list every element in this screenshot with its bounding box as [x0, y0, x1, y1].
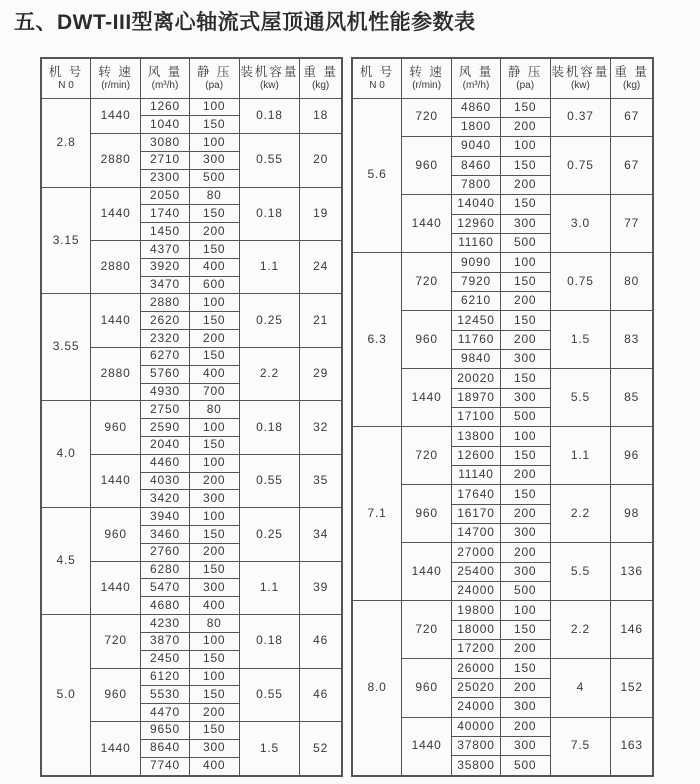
cell-airflow: 1260	[141, 98, 190, 116]
cell-airflow: 9040	[452, 137, 501, 156]
table-row	[352, 601, 653, 620]
cell-speed: 960	[402, 659, 452, 717]
performance-table-right	[351, 57, 654, 777]
cell-capacity: 0.55	[239, 454, 300, 507]
cell-airflow: 27000	[452, 543, 501, 562]
cell-pressure: 600	[189, 276, 239, 294]
cell-pressure: 500	[500, 408, 550, 427]
cell-pressure: 100	[189, 134, 239, 152]
table-row	[41, 294, 342, 312]
cell-speed: 960	[402, 137, 452, 195]
col-header-unit: (kw)	[570, 80, 590, 92]
cell-model-no: 2.8	[41, 98, 91, 187]
cell-model-no: 5.6	[352, 98, 402, 253]
cell-airflow: 3940	[141, 508, 190, 526]
cell-pressure: 80	[189, 615, 239, 633]
cell-pressure: 700	[189, 383, 239, 401]
cell-airflow: 24000	[452, 698, 501, 717]
table-row	[41, 615, 342, 633]
cell-airflow: 7920	[452, 272, 501, 291]
cell-airflow: 11760	[452, 330, 501, 349]
cell-airflow: 1450	[141, 223, 190, 241]
cell-pressure: 200	[189, 223, 239, 241]
cell-capacity: 5.5	[550, 369, 611, 427]
cell-capacity: 4	[550, 659, 611, 717]
col-header-unit: (pa)	[205, 80, 224, 92]
cell-weight: 21	[300, 294, 342, 347]
cell-pressure: 200	[500, 117, 550, 136]
cell-airflow: 26000	[452, 659, 501, 678]
cell-weight: 98	[611, 485, 653, 543]
cell-pressure: 100	[189, 294, 239, 312]
cell-airflow: 5530	[141, 686, 190, 704]
col-header-airflow	[452, 58, 501, 98]
cell-pressure: 100	[189, 508, 239, 526]
table-row	[41, 187, 342, 205]
cell-weight: 35	[300, 454, 342, 507]
cell-pressure: 100	[189, 454, 239, 472]
cell-airflow: 25400	[452, 562, 501, 581]
cell-speed: 960	[91, 401, 141, 454]
cell-airflow: 2590	[141, 419, 190, 437]
cell-airflow: 2300	[141, 169, 190, 187]
col-header-label: 装机容量	[551, 64, 610, 79]
cell-pressure: 200	[189, 330, 239, 348]
cell-airflow: 9840	[452, 349, 501, 368]
cell-airflow: 18000	[452, 620, 501, 639]
cell-capacity: 5.5	[550, 543, 611, 601]
cell-airflow: 14040	[452, 195, 501, 214]
cell-pressure: 300	[189, 739, 239, 757]
cell-speed: 1440	[91, 721, 141, 776]
cell-weight: 152	[611, 659, 653, 717]
cell-pressure: 150	[189, 561, 239, 579]
col-header-weight	[611, 58, 653, 98]
col-header-label: 机 号	[359, 64, 395, 79]
cell-speed: 960	[91, 668, 141, 721]
cell-airflow: 4680	[141, 597, 190, 615]
cell-weight: 136	[611, 543, 653, 601]
cell-pressure: 80	[189, 187, 239, 205]
cell-speed: 720	[402, 98, 452, 137]
cell-pressure: 150	[189, 312, 239, 330]
table-row	[41, 401, 342, 419]
cell-weight: 18	[300, 98, 342, 134]
cell-model-no: 4.0	[41, 401, 91, 508]
cell-pressure: 150	[500, 446, 550, 465]
table-row	[352, 253, 653, 272]
table-row	[352, 427, 653, 446]
cell-pressure: 500	[500, 582, 550, 601]
cell-pressure: 150	[189, 116, 239, 134]
col-header-weight	[300, 58, 342, 98]
cell-weight: 24	[300, 241, 342, 294]
cell-airflow: 7800	[452, 175, 501, 194]
cell-pressure: 300	[500, 736, 550, 755]
col-header-unit: N 0	[369, 80, 385, 92]
cell-capacity: 2.2	[550, 485, 611, 543]
col-header-unit: (kw)	[259, 80, 279, 92]
cell-weight: 46	[300, 668, 342, 721]
cell-speed: 1440	[402, 195, 452, 253]
cell-airflow: 2320	[141, 330, 190, 348]
cell-airflow: 3080	[141, 134, 190, 152]
cell-airflow: 7740	[141, 757, 190, 776]
cell-airflow: 17640	[452, 485, 501, 504]
cell-capacity: 1.5	[239, 721, 300, 776]
cell-pressure: 150	[500, 485, 550, 504]
col-header-label: 静 压	[507, 64, 543, 79]
cell-pressure: 100	[189, 419, 239, 437]
cell-speed: 960	[402, 311, 452, 369]
cell-model-no: 3.55	[41, 294, 91, 401]
cell-pressure: 200	[500, 640, 550, 659]
cell-airflow: 2040	[141, 436, 190, 454]
cell-weight: 85	[611, 369, 653, 427]
cell-model-no: 7.1	[352, 427, 402, 601]
cell-airflow: 4230	[141, 615, 190, 633]
col-header-unit: (m³/h)	[462, 80, 490, 92]
cell-pressure: 200	[189, 543, 239, 561]
cell-weight: 163	[611, 717, 653, 776]
cell-model-no: 6.3	[352, 253, 402, 427]
col-header-no	[41, 58, 91, 98]
cell-pressure: 200	[500, 175, 550, 194]
cell-capacity: 7.5	[550, 717, 611, 776]
col-header-pressure	[500, 58, 550, 98]
cell-capacity: 1.1	[239, 241, 300, 294]
cell-model-no: 8.0	[352, 601, 402, 776]
cell-airflow: 5760	[141, 365, 190, 383]
cell-speed: 720	[402, 253, 452, 311]
col-header-unit: N 0	[58, 80, 74, 92]
cell-pressure: 500	[500, 756, 550, 776]
col-header-label: 机 号	[48, 64, 84, 79]
cell-weight: 32	[300, 401, 342, 454]
cell-speed: 2880	[91, 134, 141, 187]
cell-airflow: 3870	[141, 632, 190, 650]
cell-airflow: 3920	[141, 258, 190, 276]
cell-pressure: 150	[500, 369, 550, 388]
cell-airflow: 17100	[452, 408, 501, 427]
col-header-unit: (m³/h)	[151, 80, 179, 92]
cell-speed: 1440	[402, 543, 452, 601]
col-header-unit: (r/min)	[412, 80, 442, 92]
cell-capacity: 0.25	[239, 294, 300, 347]
cell-airflow: 8640	[141, 739, 190, 757]
cell-pressure: 400	[189, 757, 239, 776]
cell-pressure: 100	[189, 668, 239, 686]
cell-pressure: 100	[500, 137, 550, 156]
cell-airflow: 2620	[141, 312, 190, 330]
cell-airflow: 3420	[141, 490, 190, 508]
col-header-unit: (r/min)	[101, 80, 131, 92]
cell-pressure: 200	[500, 291, 550, 310]
cell-pressure: 300	[189, 151, 239, 169]
cell-speed: 1440	[91, 98, 141, 134]
cell-pressure: 150	[500, 156, 550, 175]
col-header-label: 重 量	[303, 64, 338, 79]
cell-airflow: 6280	[141, 561, 190, 579]
cell-airflow: 2450	[141, 650, 190, 668]
col-header-label: 转 速	[409, 64, 444, 79]
cell-model-no: 5.0	[41, 615, 91, 776]
cell-airflow: 9090	[452, 253, 501, 272]
cell-pressure: 300	[189, 490, 239, 508]
cell-airflow: 3470	[141, 276, 190, 294]
cell-speed: 1440	[402, 717, 452, 776]
cell-airflow: 6210	[452, 291, 501, 310]
cell-airflow: 24000	[452, 582, 501, 601]
cell-speed: 720	[402, 601, 452, 659]
cell-pressure: 150	[189, 241, 239, 259]
cell-speed: 1440	[91, 294, 141, 347]
cell-pressure: 100	[500, 601, 550, 620]
cell-model-no: 4.5	[41, 508, 91, 615]
cell-airflow: 20020	[452, 369, 501, 388]
cell-airflow: 9650	[141, 721, 190, 739]
cell-airflow: 40000	[452, 717, 501, 736]
cell-pressure: 150	[500, 195, 550, 214]
col-header-unit: (kg)	[312, 80, 330, 92]
cell-capacity: 0.25	[239, 508, 300, 561]
cell-airflow: 11160	[452, 233, 501, 252]
cell-weight: 96	[611, 427, 653, 485]
cell-pressure: 400	[189, 597, 239, 615]
cell-airflow: 6120	[141, 668, 190, 686]
cell-capacity: 2.2	[239, 347, 300, 400]
cell-airflow: 4930	[141, 383, 190, 401]
cell-capacity: 0.37	[550, 98, 611, 137]
cell-airflow: 25020	[452, 678, 501, 697]
cell-weight: 83	[611, 311, 653, 369]
cell-speed: 720	[402, 427, 452, 485]
cell-airflow: 4470	[141, 704, 190, 722]
cell-airflow: 6270	[141, 347, 190, 365]
cell-pressure: 100	[500, 253, 550, 272]
col-header-pressure	[189, 58, 239, 98]
col-header-capacity	[239, 58, 300, 98]
cell-capacity: 1.1	[239, 561, 300, 614]
cell-pressure: 200	[500, 466, 550, 485]
cell-weight: 52	[300, 721, 342, 776]
cell-airflow: 2050	[141, 187, 190, 205]
cell-airflow: 35800	[452, 756, 501, 776]
tables-container	[40, 57, 654, 777]
cell-pressure: 150	[500, 98, 550, 117]
cell-pressure: 150	[189, 526, 239, 544]
cell-capacity: 0.75	[550, 137, 611, 195]
col-header-label: 风 量	[147, 64, 183, 79]
cell-pressure: 150	[500, 272, 550, 291]
cell-capacity: 0.18	[239, 401, 300, 454]
cell-pressure: 100	[189, 632, 239, 650]
cell-pressure: 300	[500, 524, 550, 543]
cell-pressure: 100	[189, 98, 239, 116]
cell-pressure: 300	[500, 349, 550, 368]
cell-weight: 80	[611, 253, 653, 311]
cell-pressure: 200	[500, 504, 550, 523]
cell-airflow: 2710	[141, 151, 190, 169]
cell-pressure: 200	[500, 678, 550, 697]
cell-airflow: 4030	[141, 472, 190, 490]
cell-airflow: 2760	[141, 543, 190, 561]
page-title: 五、DWT-III型离心轴流式屋顶通风机性能参数表	[14, 11, 476, 34]
cell-pressure: 150	[189, 347, 239, 365]
table-row	[41, 508, 342, 526]
cell-airflow: 2880	[141, 294, 190, 312]
cell-pressure: 200	[189, 472, 239, 490]
col-header-label: 转 速	[98, 64, 133, 79]
cell-airflow: 4860	[452, 98, 501, 117]
cell-pressure: 300	[189, 579, 239, 597]
cell-pressure: 150	[189, 205, 239, 223]
cell-airflow: 4370	[141, 241, 190, 259]
cell-pressure: 200	[500, 330, 550, 349]
cell-airflow: 11140	[452, 466, 501, 485]
cell-airflow: 18970	[452, 388, 501, 407]
cell-capacity: 0.55	[239, 668, 300, 721]
col-header-label: 装机容量	[240, 64, 299, 79]
col-header-speed	[402, 58, 452, 98]
cell-pressure: 150	[500, 620, 550, 639]
cell-speed: 960	[402, 485, 452, 543]
cell-speed: 1440	[402, 369, 452, 427]
col-header-unit: (kg)	[623, 80, 641, 92]
cell-pressure: 300	[500, 698, 550, 717]
cell-speed: 720	[91, 615, 141, 668]
cell-capacity: 0.55	[239, 134, 300, 187]
cell-capacity: 1.5	[550, 311, 611, 369]
cell-airflow: 12960	[452, 214, 501, 233]
header-row	[41, 58, 342, 98]
table-row	[352, 98, 653, 117]
cell-speed: 1440	[91, 187, 141, 240]
cell-weight: 67	[611, 98, 653, 137]
cell-pressure: 500	[189, 169, 239, 187]
cell-airflow: 19800	[452, 601, 501, 620]
cell-pressure: 150	[189, 686, 239, 704]
cell-pressure: 200	[500, 543, 550, 562]
col-header-label: 静 压	[196, 64, 232, 79]
cell-weight: 46	[300, 615, 342, 668]
cell-airflow: 12450	[452, 311, 501, 330]
cell-weight: 20	[300, 134, 342, 187]
cell-model-no: 3.15	[41, 187, 91, 294]
cell-weight: 19	[300, 187, 342, 240]
cell-airflow: 1040	[141, 116, 190, 134]
cell-weight: 77	[611, 195, 653, 253]
cell-airflow: 13800	[452, 427, 501, 446]
cell-weight: 29	[300, 347, 342, 400]
cell-pressure: 80	[189, 401, 239, 419]
cell-capacity: 0.18	[239, 615, 300, 668]
performance-table-left	[40, 57, 343, 777]
cell-weight: 34	[300, 508, 342, 561]
cell-speed: 2880	[91, 241, 141, 294]
cell-pressure: 200	[189, 704, 239, 722]
cell-airflow: 14700	[452, 524, 501, 543]
cell-pressure: 400	[189, 258, 239, 276]
col-header-label: 风 量	[458, 64, 494, 79]
cell-pressure: 200	[500, 717, 550, 736]
cell-capacity: 3.0	[550, 195, 611, 253]
header-row	[352, 58, 653, 98]
col-header-airflow	[141, 58, 190, 98]
cell-pressure: 300	[500, 214, 550, 233]
cell-airflow: 12600	[452, 446, 501, 465]
cell-capacity: 0.75	[550, 253, 611, 311]
cell-speed: 960	[91, 508, 141, 561]
cell-pressure: 150	[189, 650, 239, 668]
cell-airflow: 1800	[452, 117, 501, 136]
cell-airflow: 1740	[141, 205, 190, 223]
col-header-capacity	[550, 58, 611, 98]
cell-pressure: 150	[189, 721, 239, 739]
cell-airflow: 2750	[141, 401, 190, 419]
cell-speed: 1440	[91, 561, 141, 614]
col-header-label: 重 量	[614, 64, 649, 79]
cell-speed: 1440	[91, 454, 141, 507]
cell-pressure: 150	[189, 436, 239, 454]
cell-airflow: 16170	[452, 504, 501, 523]
cell-pressure: 150	[500, 659, 550, 678]
cell-pressure: 150	[500, 311, 550, 330]
cell-weight: 39	[300, 561, 342, 614]
cell-capacity: 2.2	[550, 601, 611, 659]
cell-capacity: 0.18	[239, 98, 300, 134]
cell-pressure: 100	[500, 427, 550, 446]
cell-airflow: 17200	[452, 640, 501, 659]
cell-pressure: 300	[500, 562, 550, 581]
cell-capacity: 1.1	[550, 427, 611, 485]
cell-capacity: 0.18	[239, 187, 300, 240]
col-header-no	[352, 58, 402, 98]
cell-airflow: 37800	[452, 736, 501, 755]
cell-airflow: 3460	[141, 526, 190, 544]
col-header-unit: (pa)	[516, 80, 535, 92]
cell-weight: 146	[611, 601, 653, 659]
cell-pressure: 300	[500, 388, 550, 407]
cell-weight: 67	[611, 137, 653, 195]
cell-pressure: 400	[189, 365, 239, 383]
cell-pressure: 500	[500, 233, 550, 252]
cell-speed: 2880	[91, 347, 141, 400]
table-row	[41, 98, 342, 116]
cell-airflow: 5470	[141, 579, 190, 597]
cell-airflow: 4460	[141, 454, 190, 472]
col-header-speed	[91, 58, 141, 98]
cell-airflow: 8460	[452, 156, 501, 175]
